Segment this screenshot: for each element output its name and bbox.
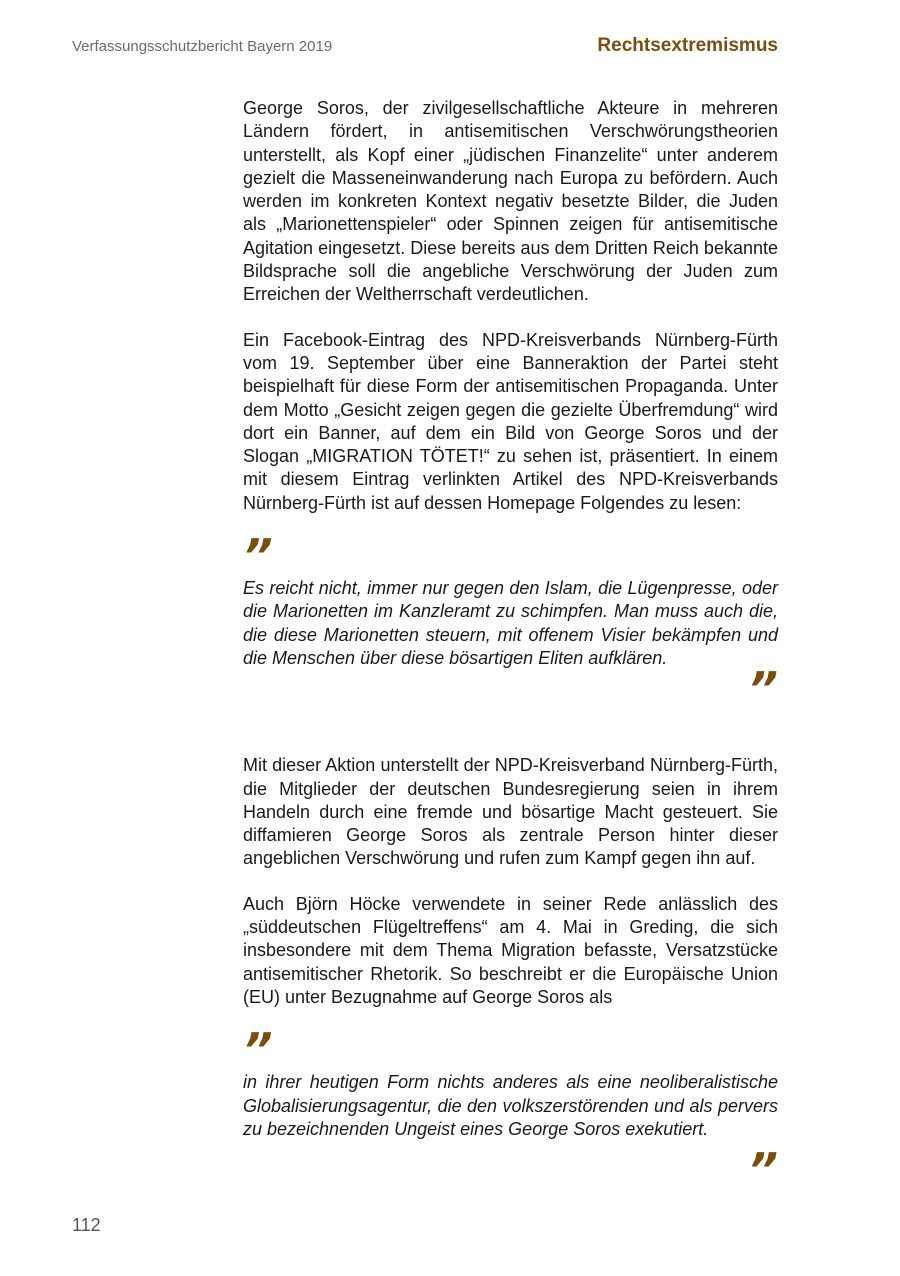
quote-text-1: Es reicht nicht, immer nur gegen den Islam, die Lügenpresse, oder die Marionetten im Kanzleramt zu schimpfen. Man muss auch die, die diese Marionetten steuern, mit offenem Visier bekämpfen und die Menschen über diese bösartigen Eliten aufklären. [243, 578, 778, 668]
paragraph-3: Mit dieser Aktion unterstellt der NPD-Kreisverband Nürnberg-Fürth, die Mitglieder der deutschen Bundesregierung seien in ihrem Handeln durch eine fremde und bösartige Macht gesteuert. Sie diffamieren George Soros als zentrale Person hinter dieser angeblichen Verschwörung und rufen zum Kampf gegen ihn auf. [243, 755, 778, 869]
page-number: 112 [72, 1215, 101, 1235]
paragraph-2: Ein Facebook-Eintrag des NPD-Kreisverbands Nürnberg-Fürth vom 19. September über eine Banneraktion der Partei steht beispielhaft für diese Form der antisemitischen Propaganda. Unter dem Motto „Gesicht zeigen gegen die gezielte Überfremdung“ wird dort ein Banner, auf dem ein Bild von George Soros und der Slogan „MIGRATION TÖTET!“ zu sehen ist, präsentiert. In einem mit diesem Eintrag verlinkten Artikel des NPD-Kreisverbands Nürnberg-Fürth ist auf dessen Homepage Folgendes zu lesen: [243, 329, 778, 513]
close-quote-icon: ” [748, 1143, 778, 1198]
running-header-title: Verfassungsschutzbericht Bayern 2019 [72, 38, 333, 55]
paragraph-1: George Soros, der zivilgesellschaftliche Akteure in mehreren Ländern fördert, in antisemitischen Verschwörungstheorien unterstellt, als Kopf einer „jüdischen Finanzelite“ unter anderem gezielt die Masseneinwanderung nach Europa zu befördern. Auch werden im konkreten Kontext negativ besetzte Bilder, die Juden als „Marionettenspieler“ oder Spinnen zeigen für antisemitische Agitation eingesetzt. Diese bereits aus dem Dritten Reich bekannte Bildsprache soll die angebliche Verschwörung der Juden zum Erreichen der Weltherrschaft verdeutlichen. [243, 98, 778, 305]
main-content [243, 97, 778, 1235]
section-title: Rechtsextremismus [597, 35, 778, 56]
open-quote-icon: ” [243, 529, 273, 584]
close-quote-icon: ” [748, 662, 778, 717]
quote-block-2 [243, 1023, 778, 1198]
quote-text-2: in ihrer heutigen Form nichts anderes als eine neoliberalistische Globalisierungsagentur, die den volkszerstörenden und als pervers zu bezeichnenden Ungeist eines George Soros exekutiert. [243, 1072, 778, 1139]
paragraph-4: Auch Björn Höcke verwendete in seiner Rede anlässlich des „süddeutschen Flügeltreffens“ am 4. Mai in Greding, die sich insbesondere mit dem Thema Migration befasste, Versatzstücke antisemitischer Rhetorik. So beschreibt er die Europäische Union (EU) unter Bezugnahme auf George Soros als [243, 893, 778, 1007]
open-quote-icon: ” [243, 1023, 273, 1078]
quote-block-1 [243, 529, 778, 717]
